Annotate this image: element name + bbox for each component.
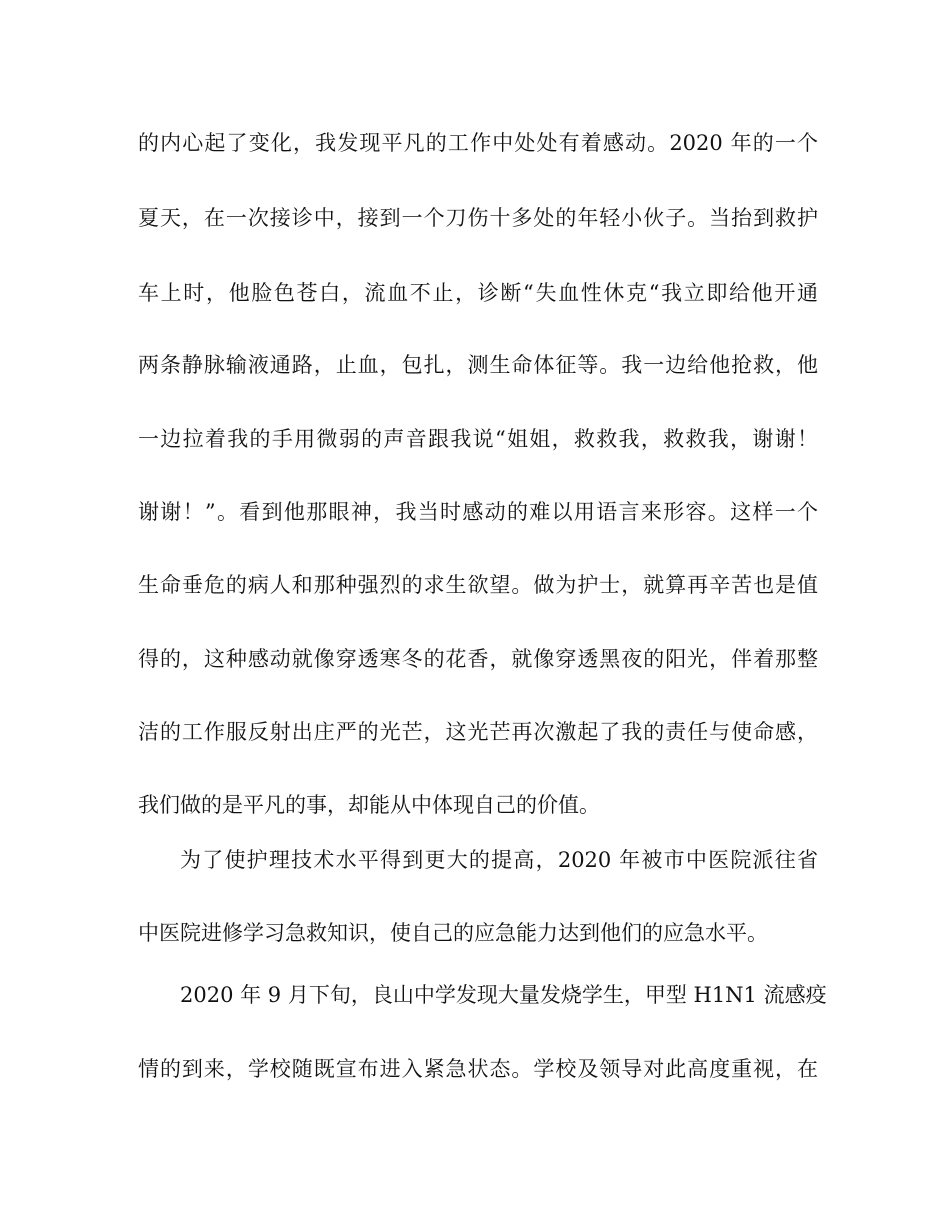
text-line: 的内心起了变化，我发现平凡的工作中处处有着感动。2020 年的一个 [138,131,818,155]
text-line: 我们做的是平凡的事，却能从中体现自己的价值。 [138,793,600,817]
text-line: 2020 年 9 月下旬，良山中学发现大量发烧学生，甲型 H1N1 流感疫 [180,983,827,1007]
text-line: 洁的工作服反射出庄严的光芒，这光芒再次激起了我的责任与使命感， [138,720,818,744]
text-line: 为了使护理技术水平得到更大的提高，2020 年被市中医院派往省 [180,848,818,872]
text-line: 两条静脉输液通路，止血，包扎，测生命体征等。我一边给他抢救，他 [138,353,818,377]
text-line: 情的到来，学校随既宣布进入紧急状态。学校及领导对此高度重视，在 [138,1057,818,1081]
text-line: 夏天，在一次接诊中，接到一个刀伤十多处的年轻小伙子。当抬到救护 [138,206,818,230]
text-line: 中医院进修学习急救知识，使自己的应急能力达到他们的应急水平。 [138,921,768,945]
text-line: 生命垂危的病人和那种强烈的求生欲望。做为护士，就算再辛苦也是值 [138,573,818,597]
text-line: 车上时，他脸色苍白，流血不止，诊断“失血性休克“我立即给他开通 [138,281,818,305]
text-line: 一边拉着我的手用微弱的声音跟我说“姐姐，救救我，救救我，谢谢！ [138,427,818,451]
text-line: 得的，这种感动就像穿透寒冬的花香，就像穿透黑夜的阳光，伴着那整 [138,647,818,671]
text-line: 谢谢！”。看到他那眼神，我当时感动的难以用语言来形容。这样一个 [138,500,818,524]
